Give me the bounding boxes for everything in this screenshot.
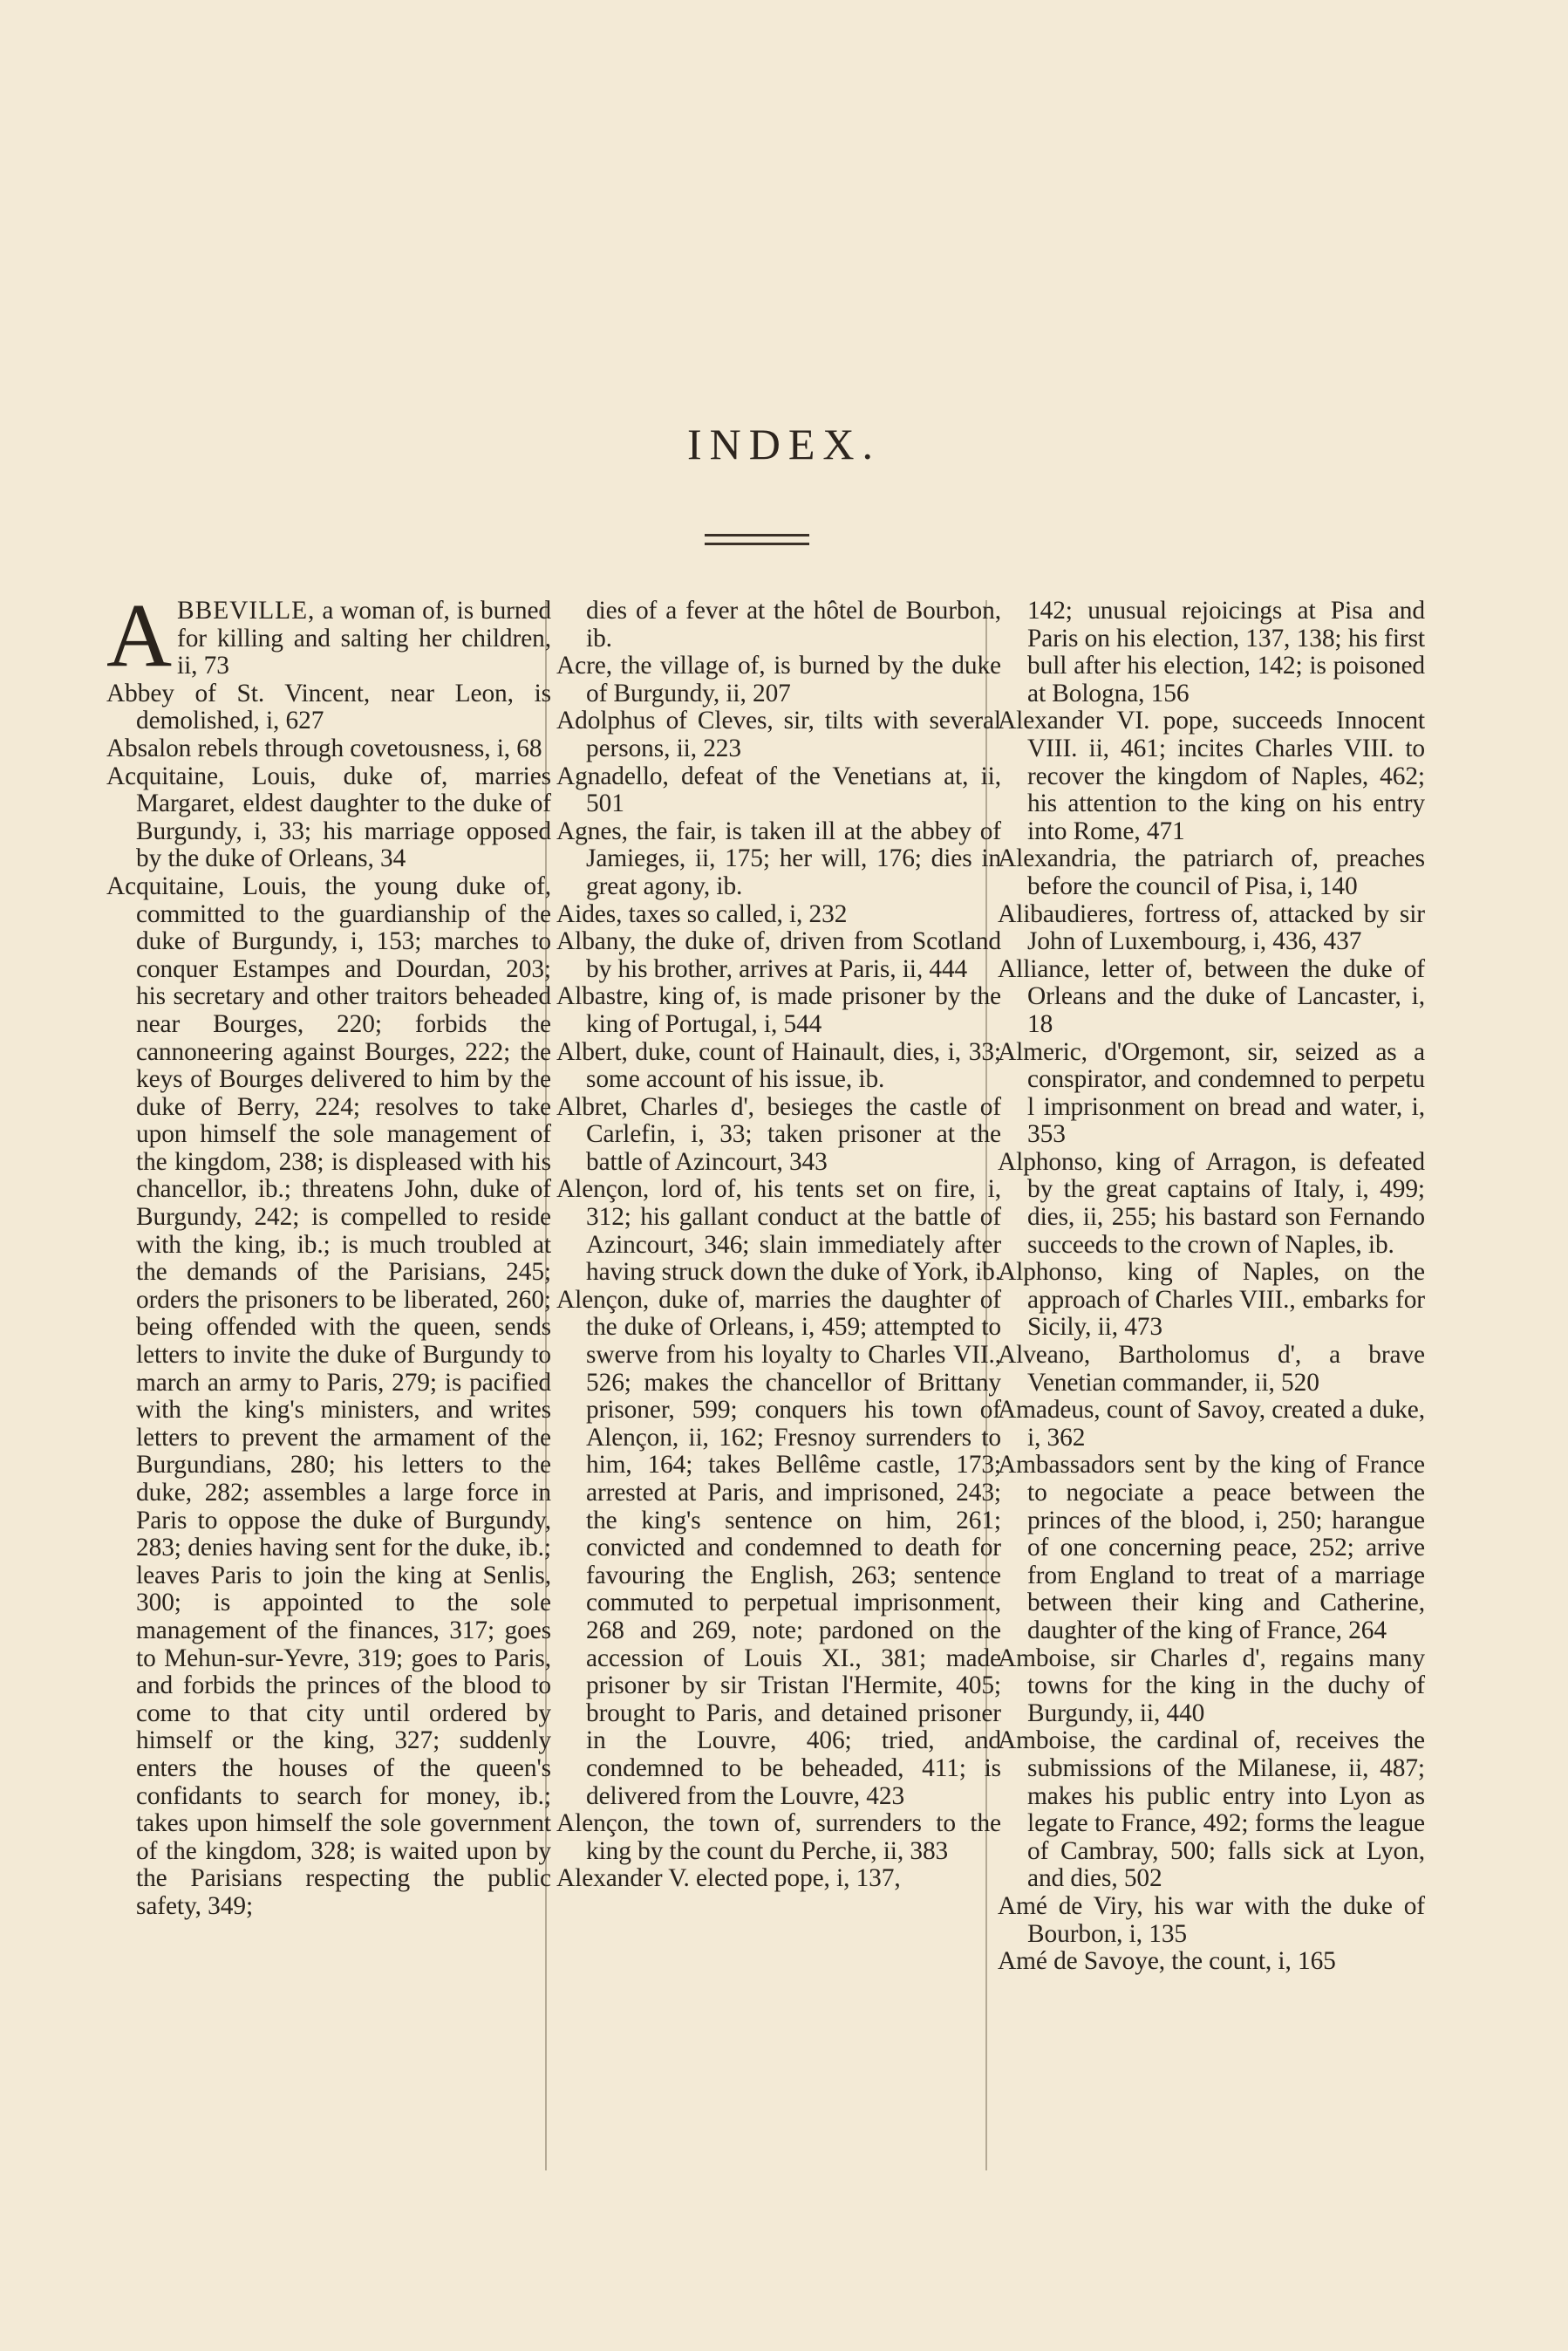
entry-text: 142; unusual rejoicings at Pisa and Paris on his election, 137, 138; his first bull after his election, 142; is poisoned at Bologna, 156 [1027, 597, 1425, 707]
index-entry-continued [998, 598, 1425, 707]
index-entry [556, 901, 1001, 929]
entry-text: Alexandria, the patriarch of, preaches before the council of Pisa, i, 140 [998, 844, 1425, 900]
index-entry [106, 585, 551, 686]
entry-text: dies of a fever at the hôtel de Bourbon, ib. [586, 597, 1001, 653]
index-column-2 [556, 598, 1001, 1893]
index-entry [106, 735, 551, 763]
index-entry [556, 653, 1001, 707]
entry-text: Albastre, king of, is made prisoner by the king of Portugal, i, 544 [556, 982, 1001, 1038]
index-entry [998, 1397, 1425, 1452]
index-entry [556, 983, 1001, 1038]
entry-text: Albert, duke, count of Hainault, dies, i, 33; some account of his issue, ib. [556, 1037, 1001, 1094]
index-entry [106, 873, 551, 1921]
title-rule-lower [705, 543, 809, 545]
index-entry [998, 1259, 1425, 1342]
page-title: INDEX. [686, 420, 882, 468]
index-column-1 [106, 585, 551, 1921]
entry-text: Ambassadors sent by the king of France to negociate a peace between the princes of the blood, i, 250; harangue of one concerning peace, 252; arrive from England to treat of a marriage between their king and Catherine, daughter of the king of France, 264 [998, 1451, 1425, 1644]
entry-text: Almeric, d'Orgemont, sir, seized as a conspirator, and condemned to perpetu l imprisonment on bread and water, i, 353 [998, 1037, 1425, 1149]
entry-text: a woman of, is burned for killing and salting her children, ii, 73 [177, 597, 551, 680]
entry-text: Amboise, the cardinal of, receives the submissions of the Milanese, ii, 487; makes his public entry into Lyon as legate to France, 492; forms the league of Cambray, 500; falls sick at Lyon, and dies, 502 [998, 1726, 1425, 1893]
entry-text: Amé de Savoye, the count, i, 165 [998, 1947, 1336, 1976]
entry-text: Alençon, duke of, marries the daughter of the duke of Orleans, i, 459; attempted to swerve from his loyalty to Charles VII., 526; makes the chancellor of Brittany prisoner, 599; conquers his town of Alençon, ii, 162; Fresnoy surrenders to him, 164; takes Bellême castle, 173; arrested at Paris, and imprisoned, 243; the king's sentence on him, 261; convicted and condemned to death for favouring the English, 263; sentence commuted to perpetual imprisonment, 268 and 269, note; pardoned on the accession of Louis XI., 381; made prisoner by sir Tristan l'Hermite, 405; brought to Paris, and detained prisoner in the Louvre, 406; tried, and condemned to be beheaded, 411; is delivered from the Louvre, 423 [556, 1285, 1001, 1810]
entry-text: Albany, the duke of, driven from Scotland by his brother, arrives at Paris, ii, 444 [556, 927, 1001, 983]
entry-text: Adolphus of Cleves, sir, tilts with several persons, ii, 223 [556, 707, 1001, 762]
entry-text: Amboise, sir Charles d', regains many towns for the king in the duchy of Burgundy, ii, 440 [998, 1644, 1425, 1727]
index-entry [998, 1342, 1425, 1397]
index-entry-continued [556, 598, 1001, 653]
index-entry [556, 818, 1001, 901]
entry-text: Albret, Charles d', besieges the castle of Carlefin, i, 33; taken prisoner at the battle of Azincourt, 343 [556, 1092, 1001, 1176]
index-entry [998, 901, 1425, 956]
index-entry [998, 1039, 1425, 1149]
index-entry [998, 1893, 1425, 1948]
index-column-3 [998, 598, 1425, 1976]
index-entry [998, 1948, 1425, 1976]
index-entry [998, 1149, 1425, 1259]
entry-text: Alençon, lord of, his tents set on fire, i, 312; his gallant conduct at the battle of Azincourt, 346; slain immediately after having struck down the duke of York, ib. [556, 1175, 1002, 1287]
drop-cap: A [106, 585, 173, 686]
index-entry [998, 956, 1425, 1039]
index-entry [556, 1810, 1001, 1865]
index-entry [556, 763, 1001, 818]
entry-text: Absalon rebels through covetousness, i, 68 [106, 734, 542, 762]
entry-text: Alençon, the town of, surrenders to the king by the count du Perche, ii, 383 [556, 1809, 1001, 1865]
entry-text: Agnadello, defeat of the Venetians at, ii, 501 [556, 762, 1001, 818]
index-entry [106, 680, 551, 735]
index-entry [556, 928, 1001, 983]
entry-text: Abbey of St. Vincent, near Leon, is demolished, i, 627 [106, 679, 551, 735]
index-entry [556, 1039, 1001, 1094]
entry-text: Alveano, Bartholomus d', a brave Venetian commander, ii, 520 [998, 1341, 1425, 1397]
entry-text: Alexander VI. pope, succeeds Innocent VIII. ii, 461; incites Charles VIII. to recover the kingdom of Naples, 462; his attention to the king on his entry into Rome, 471 [998, 707, 1425, 845]
index-entry [998, 1645, 1425, 1728]
index-entry [556, 1176, 1001, 1286]
entry-text: Amadeus, count of Savoy, created a duke, i, 362 [998, 1396, 1425, 1452]
entry-text: Alibaudieres, fortress of, attacked by sir John of Luxembourg, i, 436, 437 [998, 899, 1425, 956]
index-entry [998, 1452, 1425, 1644]
title-rule-upper [705, 534, 809, 536]
entry-text: Acquitaine, Louis, the young duke of, committed to the guardianship of the duke of Burgundy, i, 153; marches to conquer Estampes and Dourdan, 203; his secretary and other traitors beheaded near Bourges, 220; forbids the cannoneering against Bourges, 222; the keys of Bourges delivered to him by the duke of Berry, 224; resolves to take upon himself the sole management of the kingdom, 238; is displeased with his chancellor, ib.; threatens John, duke of Burgundy, 242; is compelled to reside with the king, ib.; is much troubled at the demands of the Parisians, 245; orders the prisoners to be liberated, 260; being offended with the queen, sends letters to invite the duke of Burgundy to march an army to Paris, 279; is pacified with the king's ministers, and writes letters to prevent the armament of the Burgundians, 280; his letters to the duke, 282; assembles a large force in Paris to oppose the duke of Burgundy, 283; denies having sent for the duke, ib.; leaves Paris to join the king at Senlis, 300; is appointed to the sole management of the finances, 317; goes to Mehun-sur-Yevre, 319; goes to Paris, and forbids the princes of the blood to come to that city until ordered by himself or the king, 327; suddenly enters the houses of the queen's confidants to search for money, ib.; takes upon himself the sole government of the kingdom, 328; is waited upon by the Parisians respecting the public safety, 349; [106, 871, 551, 1920]
entry-text: Aides, taxes so called, i, 232 [556, 899, 848, 928]
entry-text: Alliance, letter of, between the duke of Orleans and the duke of Lancaster, i, 18 [998, 954, 1425, 1038]
index-entry [998, 707, 1425, 845]
index-entry [556, 707, 1001, 762]
index-entry [556, 1865, 1001, 1893]
entry-text: Alphonso, king of Naples, on the approach of Charles VIII., embarks for Sicily, ii, 473 [998, 1258, 1425, 1342]
entry-text: Amé de Viry, his war with the duke of Bourbon, i, 135 [998, 1891, 1425, 1948]
index-entry [556, 1287, 1001, 1810]
index-entry [998, 1727, 1425, 1893]
entry-lead-word: BBEVILLE, [177, 597, 316, 625]
entry-text: Agnes, the fair, is taken ill at the abbey of Jamieges, ii, 175; her will, 176; dies in great agony, ib. [556, 817, 1001, 900]
entry-text: Acquitaine, Louis, duke of, marries Margaret, eldest daughter to the duke of Burgundy, i, 33; his marriage opposed by the duke of Orleans, 34 [106, 762, 551, 873]
index-entry [998, 845, 1425, 900]
entry-text: Acre, the village of, is burned by the duke of Burgundy, ii, 207 [556, 652, 1001, 707]
index-entry [106, 763, 551, 873]
entry-text: Alexander V. elected pope, i, 137, [556, 1864, 901, 1893]
entry-text: Alphonso, king of Arragon, is defeated by the great captains of Italy, i, 499; dies, ii, 255; his bastard son Fernando succeeds to the crown of Naples, ib. [998, 1147, 1425, 1259]
index-entry [556, 1094, 1001, 1177]
